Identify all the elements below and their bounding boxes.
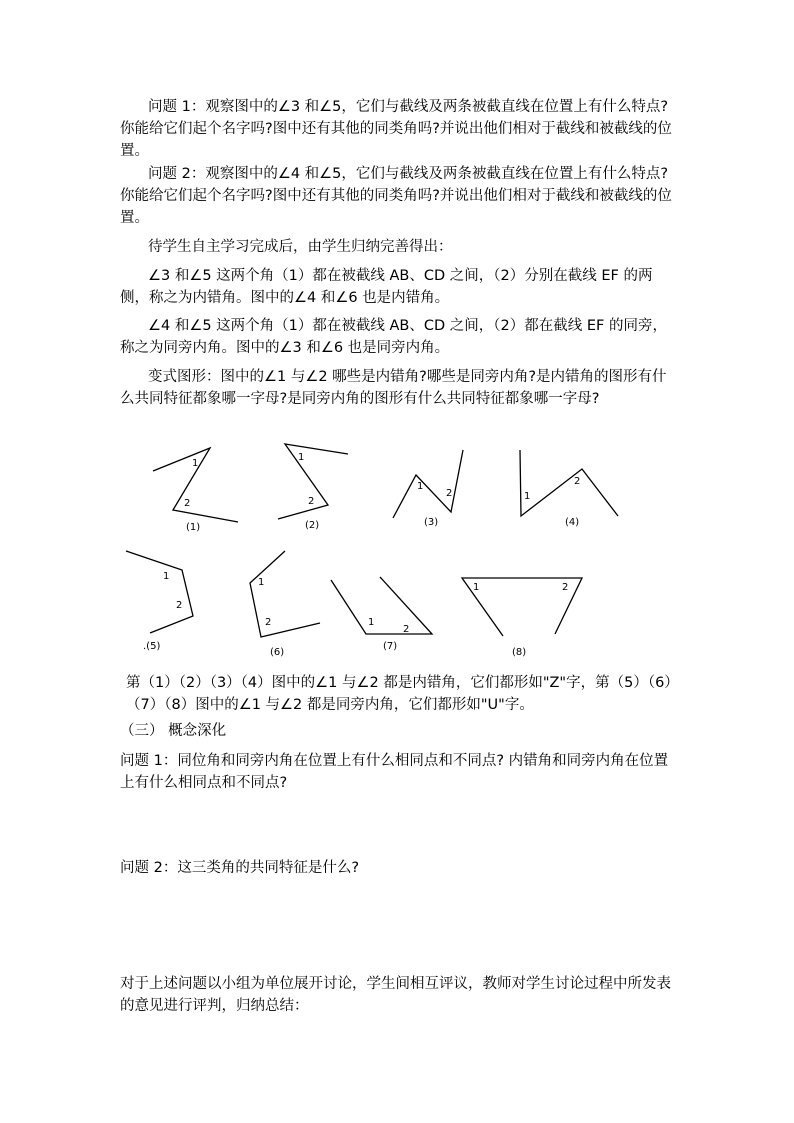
figure-6-angle-1: 1 [258, 577, 265, 588]
figure-7-angle-2: 2 [403, 624, 410, 635]
figure-1-angle-2: 2 [184, 498, 191, 509]
figure-7-caption: (7) [383, 641, 398, 652]
figure-8-angle-2: 2 [562, 582, 569, 593]
alternate-interior-definition: ∠3 和∠5 这两个角（1）都在被截线 AB、CD 之间，（2）分别在截线 EF 的两侧，称之为内错角。图中的∠4 和∠6 也是内错角。 [120, 268, 653, 306]
figure-2-lines [278, 444, 348, 519]
figure-5-angle-1: 1 [163, 571, 170, 582]
same-side-interior-definition: ∠4 和∠5 这两个角（1）都在被截线 AB、CD 之间，（2）都在截线 EF 的同旁，称之为同旁内角。图中的∠3 和∠6 也是同旁内角。 [120, 318, 667, 356]
deepening-question-1: 问题 1：同位角和同旁内角在位置上有什么相同点和不同点? 内错角和同旁内角在位置上有什么相同点和不同点? [120, 753, 669, 791]
figure-3-lines [393, 450, 463, 518]
figure-4-lines [520, 450, 618, 516]
deepening-question-2: 问题 2：这三类角的共同特征是什么? [120, 860, 360, 876]
figure-6-lines [250, 551, 320, 637]
summary-intro: 待学生自主学习完成后，由学生归纳完善得出： [148, 239, 453, 255]
question-1: 问题 1：观察图中的∠3 和∠5，它们与截线及两条被截直线在位置上有什么特点?你能给它们起个名字吗?图中还有其他的同类角吗?并说出他们相对于截线和被截线的位置。 [120, 99, 672, 159]
discussion-paragraph: 对于上述问题以小组为单位展开讨论，学生间相互评议，教师对学生讨论过程中所发表的意见进行评判，归纳总结： [120, 976, 671, 1014]
figure-7-lines [331, 577, 432, 634]
figure-3-angle-1: 1 [417, 481, 424, 492]
figure-2-angle-1: 1 [298, 452, 305, 463]
figure-6-caption: (6) [270, 647, 285, 658]
figure-8-caption: (8) [512, 647, 527, 658]
figure-4-angle-1: 1 [524, 491, 531, 502]
figure-3-caption: (3) [424, 517, 439, 528]
figure-4-caption: (4) [565, 517, 580, 528]
figure-1-caption: (1) [186, 522, 201, 533]
figures-conclusion: 第（1）（2）（3）（4）图中的∠1 与∠2 都是内错角，它们都形如"Z"字，第（5）（6）（7）（8）图中的∠1 与∠2 都是同旁内角，它们都形如"U"字。 [126, 675, 679, 713]
figure-8-angle-1: 1 [473, 582, 480, 593]
variant-figures-question: 变式图形：图中的∠1 与∠2 哪些是内错角?哪些是同旁内角?是内错角的图形有什么共同特征都象哪一字母?是同旁内角的图形有什么共同特征都象哪一字母? [120, 369, 667, 407]
figure-1-angle-1: 1 [192, 458, 199, 469]
figure-4-angle-2: 2 [574, 476, 581, 487]
figure-row-1 [0, 438, 794, 538]
figure-row-2 [0, 545, 794, 660]
figure-5-caption: .(5) [143, 641, 161, 652]
figure-5-angle-2: 2 [176, 600, 183, 611]
section-heading-concept-deepening: （三） 概念深化 [120, 723, 227, 739]
question-2: 问题 2：观察图中的∠4 和∠5，它们与截线及两条被截直线在位置上有什么特点?你能给它们起个名字吗?图中还有其他的同类角吗?并说出他们相对于截线和被截线的位置。 [120, 166, 672, 226]
figure-3-angle-2: 2 [446, 488, 453, 499]
figure-2-caption: (2) [305, 520, 320, 531]
figure-7-angle-1: 1 [368, 617, 375, 628]
figure-6-angle-2: 2 [265, 617, 272, 628]
figure-2-angle-2: 2 [308, 496, 315, 507]
figure-5-lines [126, 551, 193, 633]
